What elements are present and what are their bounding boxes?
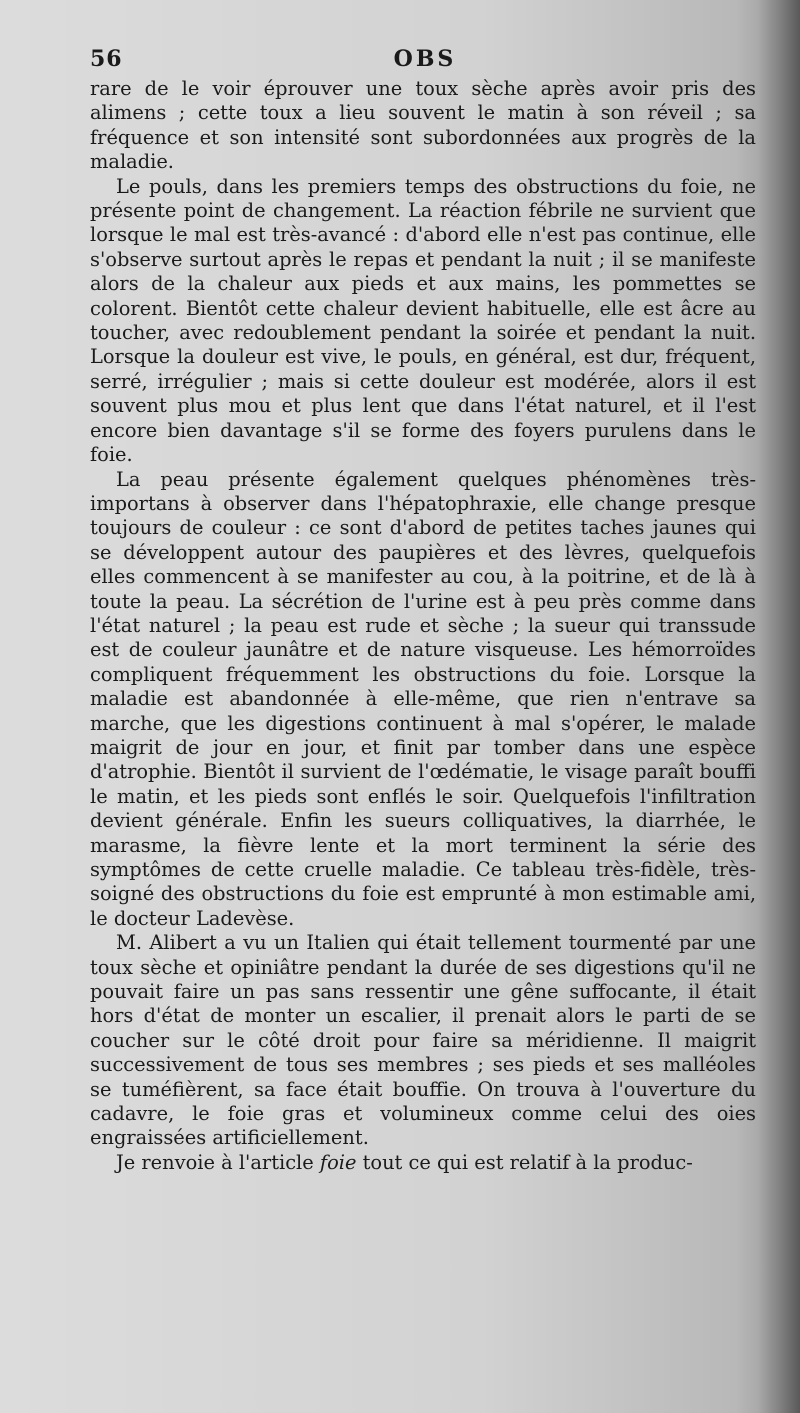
page-header [90, 46, 760, 78]
paragraph-peau: La peau présente également quelques phénomènes très-importans à observer dans l'hépatophraxie, elle change presque toujours de couleur : ce sont d'abord de petites taches jaunes qui se développent autour des paupières et des lèvres, quelquefois elles commencent à se manifester au cou, à la poitrine, et de là à toute la peau. La sécrétion de l'urine est à peu près comme dans l'état naturel ; la peau est rude et sèche ; la sueur qui transsude est de couleur jaunâtre et de nature visqueuse. Les hémorroïdes compliquent fréquemment les obstructions du foie. Lorsque la maladie est abandonnée à elle-même, que rien n'entrave sa marche, que les digestions continuent à mal s'opérer, le malade maigrit de jour en jour, et finit par tomber dans une espèce d'atrophie. Bientôt il survient de l'œdématie, le visage paraît bouffi le matin, et les pieds sont enflés le soir. Quelquefois l'infiltration devient générale. Enfin les sueurs colliquatives, la diarrhée, le marasme, la fièvre lente et la mort terminent la série des symptômes de cette cruelle maladie. Ce tableau très-fidèle, très-soigné des obstructions du foie est emprunté à mon estimable ami, le docteur Ladevèse. [90, 467, 756, 930]
paragraph-renvoi [90, 1151, 756, 1175]
renvoi-text-start: Je renvoie à l'article [116, 1150, 320, 1174]
page-edge-shadow [758, 0, 800, 1413]
paragraph-continuation: rare de le voir éprouver une toux sèche après avoir pris des alimens ; cette toux a lieu souvent le matin à son réveil ; sa fréquence et son intensité sont subordonnées aux progrès de la maladie. [90, 77, 756, 174]
page-number: 56 [90, 46, 123, 72]
running-title: OBS [393, 46, 457, 72]
body-text [90, 77, 756, 1175]
renvoi-emphasis: foie [319, 1150, 357, 1174]
paragraph-alibert: M. Alibert a vu un Italien qui était tellement tourmenté par une toux sèche et opiniâtre pendant la durée de ses digestions qu'il ne pouvait faire un pas sans ressentir une gêne suffocante, il était hors d'état de monter un escalier, il prenait alors le parti de se coucher sur le côté droit pour faire sa méridienne. Il maigrit successivement de tous ses membres ; ses pieds et ses malléoles se tuméfièrent, sa face était bouffie. On trouva à l'ouverture du cadavre, le foie gras et volumineux comme celui des oies engraissées artificiellement. [90, 931, 756, 1150]
paragraph-pouls: Le pouls, dans les premiers temps des obstructions du foie, ne présente point de changement. La réaction fébrile ne survient que lorsque le mal est très-avancé : d'abord elle n'est pas continue, elle s'observe surtout après le repas et pendant la nuit ; il se manifeste alors de la chaleur aux pieds et aux mains, les pommettes se colorent. Bientôt cette chaleur devient habituelle, elle est âcre au toucher, avec redoublement pendant la soirée et pendant la nuit. Lorsque la douleur est vive, le pouls, en général, est dur, fréquent, serré, irrégulier ; mais si cette douleur est modérée, alors il est souvent plus mou et plus lent que dans l'état naturel, et il l'est encore bien davantage s'il se forme des foyers purulens dans le foie. [90, 174, 756, 467]
renvoi-text-end: tout ce qui est relatif à la produc- [356, 1150, 693, 1174]
